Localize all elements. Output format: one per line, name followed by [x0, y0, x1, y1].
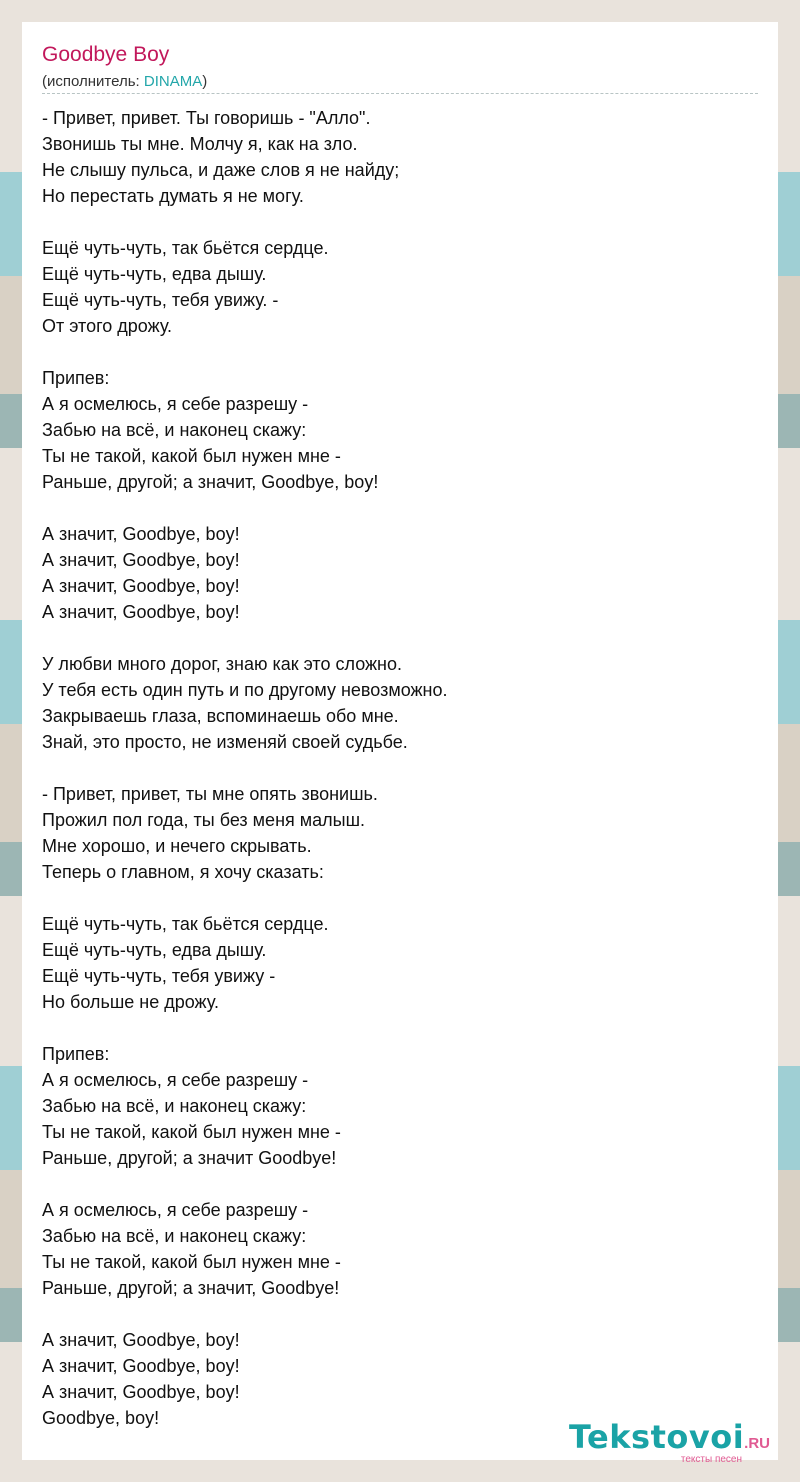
lyrics-line: Но перестать думать я не могу.	[42, 186, 304, 206]
lyrics-line: Звонишь ты мне. Молчу я, как на зло.	[42, 134, 358, 154]
song-title: Goodbye Boy	[42, 43, 170, 66]
lyrics-line: Goodbye, boy!	[42, 1408, 160, 1428]
lyrics-line: Не слышу пульса, и даже слов я не найду;	[42, 160, 400, 180]
performer-suffix: )	[202, 73, 208, 90]
lyrics-line: А значит, Goodbye, boy!	[42, 576, 240, 596]
lyrics-line: А я осмелюсь, я себе разрешу -	[42, 394, 309, 414]
stanza-break	[42, 339, 758, 365]
lyrics-line: Забью на всё, и наконец скажу:	[42, 420, 307, 440]
artist-link[interactable]: DINAMA	[143, 73, 203, 90]
lyrics-line: Но больше не дрожу.	[42, 992, 219, 1012]
lyrics-line: Ещё чуть-чуть, так бьётся сердце.	[42, 914, 329, 934]
lyrics-line: Забью на всё, и наконец скажу:	[42, 1226, 307, 1246]
lyrics-line: - Привет, привет. Ты говоришь - "Алло".	[42, 108, 371, 128]
lyrics-line: Ещё чуть-чуть, едва дышу.	[42, 940, 267, 960]
lyrics-line: Прожил пол года, ты без меня малыш.	[42, 810, 366, 830]
lyrics-line: - Привет, привет, ты мне опять звонишь.	[42, 784, 378, 804]
logo-wordmark: Tekstovoi	[568, 1418, 745, 1456]
lyrics-line: Ты не такой, какой был нужен мне -	[42, 446, 341, 466]
lyrics-line: А значит, Goodbye, boy!	[42, 524, 240, 544]
lyrics-line: А значит, Goodbye, boy!	[42, 1382, 240, 1402]
stanza-break	[42, 209, 758, 235]
lyrics-line: От этого дрожу.	[42, 316, 173, 336]
logo-domain-suffix: .RU	[744, 1435, 770, 1452]
lyrics-line: А значит, Goodbye, boy!	[42, 1330, 240, 1350]
stanza-break	[42, 885, 758, 911]
lyrics-line: Ещё чуть-чуть, тебя увижу. -	[42, 290, 279, 310]
lyrics-line: Закрываешь глаза, вспоминаешь обо мне.	[42, 706, 399, 726]
lyrics-card	[22, 22, 778, 1460]
logo-tagline: тексты песен	[680, 1454, 742, 1465]
stanza-break	[42, 1301, 758, 1327]
lyrics-line: У любви много дорог, знаю как это сложно.	[42, 654, 402, 674]
lyrics-line: Ты не такой, какой был нужен мне -	[42, 1252, 341, 1272]
lyrics-line: Ещё чуть-чуть, тебя увижу -	[42, 966, 276, 986]
lyrics-line: Раньше, другой; а значит, Goodbye, boy!	[42, 472, 379, 492]
lyrics-line: Припев:	[42, 368, 110, 388]
stanza-break	[42, 495, 758, 521]
lyrics-line: Знай, это просто, не изменяй своей судьбе.	[42, 732, 408, 752]
lyrics-line: Раньше, другой; а значит Goodbye!	[42, 1148, 337, 1168]
lyrics-line: Ты не такой, какой был нужен мне -	[42, 1122, 341, 1142]
title-divider	[42, 93, 758, 94]
lyrics-line: Забью на всё, и наконец скажу:	[42, 1096, 307, 1116]
lyrics-line: Мне хорошо, и нечего скрывать.	[42, 836, 312, 856]
lyrics-line: А значит, Goodbye, boy!	[42, 550, 240, 570]
stanza-break	[42, 755, 758, 781]
stanza-break	[42, 1015, 758, 1041]
lyrics-line: Припев:	[42, 1044, 110, 1064]
lyrics-line: Ещё чуть-чуть, едва дышу.	[42, 264, 267, 284]
lyrics-line: А я осмелюсь, я себе разрешу -	[42, 1200, 309, 1220]
lyrics-line: Ещё чуть-чуть, так бьётся сердце.	[42, 238, 329, 258]
stanza-break	[42, 625, 758, 651]
lyrics-line: А значит, Goodbye, boy!	[42, 602, 240, 622]
performer-prefix: (исполнитель:	[42, 73, 144, 90]
lyrics-line: У тебя есть один путь и по другому невозможно.	[42, 680, 448, 700]
lyrics-line: А я осмелюсь, я себе разрешу -	[42, 1070, 309, 1090]
performer-line	[42, 73, 207, 90]
site-logo[interactable]	[568, 1418, 770, 1465]
stanza-break	[42, 1171, 758, 1197]
lyrics-line: Раньше, другой; а значит, Goodbye!	[42, 1278, 340, 1298]
lyrics-text	[42, 105, 758, 1431]
lyrics-line: Теперь о главном, я хочу сказать:	[42, 862, 324, 882]
lyrics-line: А значит, Goodbye, boy!	[42, 1356, 240, 1376]
